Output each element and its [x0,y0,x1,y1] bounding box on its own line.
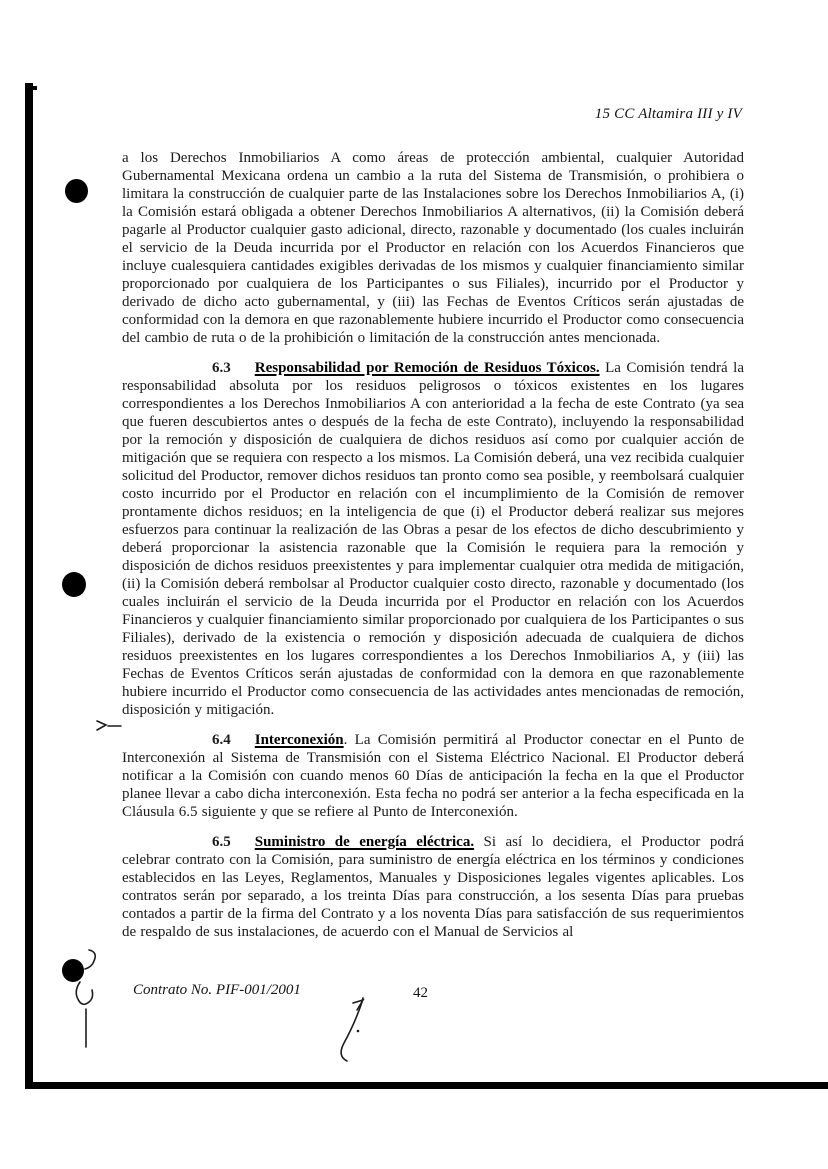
scan-artifact-notch [33,86,37,90]
footer-page-number: 42 [413,985,428,1001]
punch-hole-top [65,179,88,203]
section-text: Si así lo decidiera, el Productor podrá celebrar contrato con la Comisión, para suministro de energía eléctrica en los términos y condiciones establecidos en las Leyes, Reglamentos, Manuales y Disposiciones legales vigentes aplicables. Los contratos serán por separado, a los treinta Días para construcción, a los sesenta Días para pruebas contados a partir de la firma del Contrato y a los noventa Días para satisfacción de sus requerimientos de respaldo de sus instalaciones, de acuerdo con el Manual de Servicios al [122,834,745,940]
punch-hole-bottom [62,959,84,982]
section-title: Responsabilidad por Remoción de Residuos Tóxicos. [254,360,600,376]
header-doc-reference: 15 CC Altamira III y IV [594,106,742,122]
section-title: Interconexión [254,732,344,748]
scan-border-left [25,83,33,1089]
pen-loop-mark [76,982,92,1004]
section-text: La Comisión permitirá al Productor conectar en el Punto de Interconexión al Sistema de Transmisión con el Sistema Eléctrico Nacional. El Productor deberá notificar a la Comisión con cuando menos 60 Días de anticipación la fecha en la que el Productor planee llevar a cabo dicha interconexión. Esta fecha no podrá ser anterior a la fecha especificada en la Cláusula 6.5 siguiente y que se refiere al Punto de Interconexión. [122,732,745,820]
continuation-paragraph: a los Derechos Inmobiliarios A como áreas de protección ambiental, cualquier Autoridad Gubernamental Mexicana ordena un cambio a la ruta del Sistema de Transmisión, o prohibiera o limitara la construcción de cualquier parte de las Instalaciones sobre los Derechos Inmobiliarios A, (i) la Comisión estará obligada a obtener Derechos Inmobiliarios A alternativos, (ii) la Comisión deberá pagarle al Productor cualquier gasto adicional, directo, razonable y documentado (los cuales incluirán el servicio de la Deuda incurrida por el Productor en relación con los Acuerdos Financieros que incluye cualesquiera cantidades exigibles derivadas de los mismos y cualquier financiamiento similar proporcionado por cualquiera de los Participantes o sus Filiales), incurrido por el Productor y derivado de dicho acto gubernamental, y (iii) las Fechas de Eventos Críticos serán ajustadas de conformidad con la demora en que razonablemente hubiere incurrido el Productor como consecuencia del cambio de ruta o de la prohibición o limitación de la construcción antes mencionada. [122,150,744,346]
section-title: Suministro de energía eléctrica. [254,834,475,850]
punch-hole-middle [62,572,86,597]
section-number: 6.5 [212,834,231,850]
section-number: 6.4 [212,732,231,748]
document-body [122,149,744,941]
margin-check-mark [97,721,121,730]
section-paragraph-6-3 [122,359,744,719]
section-paragraph-6-5 [122,833,744,941]
section-number: 6.3 [212,360,231,376]
section-paragraph-6-4 [122,731,744,821]
signature-flourish-tip [353,1000,363,1010]
section-title-suffix: . [343,732,348,748]
signature-flourish [341,998,363,1061]
scan-border-bottom [25,1082,828,1089]
signature-ink-dot [357,1030,360,1033]
pen-hook-mark [85,950,95,969]
section-text: La Comisión tendrá la responsabilidad absoluta por los residuos peligrosos o tóxicos existentes en los lugares correspondientes a los Derechos Inmobiliarios A con anterioridad a la fecha de este Contrato (ya sea que fueren descubiertos antes o después de la fecha de este Contrato), incluyendo la responsabilidad por la remoción y disposición de cualquiera de dichos residuos así como por cualquier acción de mitigación que se requiera con respecto a los mismos. La Comisión deberá, una vez recibida cualquier solicitud del Productor, remover dichos residuos tan pronto como sea posible, y reembolsará cualquier costo incurrido por el Productor en relación con el incumplimiento de la Comisión de remover prontamente dichos residuos; en la inteligencia de que (i) el Productor deberá realizar sus mejores esfuerzos para continuar la realización de las Obras a pesar de los efectos de dicho descubrimiento y deberá proporcionar la asistencia razonable que la Comisión le requiera para la remoción y disposición de dichos residuos preexistentes y para implementar cualquier otra medida de mitigación, (ii) la Comisión deberá rembolsar al Productor cualquier costo directo, razonable y documentado (los cuales incluirán el servicio de la Deuda incurrida por el Productor en relación con los Acuerdos Financieros y cualquier financiamiento similar proporcionado por cualquiera de los Participantes o sus Filiales), derivado de la existencia o remoción y disposición adecuada de cualquiera de dichos residuos preexistentes en los lugares correspondientes a los Derechos Inmobiliarios A, y (iii) las Fechas de Eventos Críticos serán ajustadas de conformidad con la demora en que razonablemente hubiere incurrido el Productor como consecuencia de las actividades antes mencionadas de remoción, disposición y mitigación. [122,360,744,718]
footer-contract-number: Contrato No. PIF-001/2001 [133,982,301,998]
